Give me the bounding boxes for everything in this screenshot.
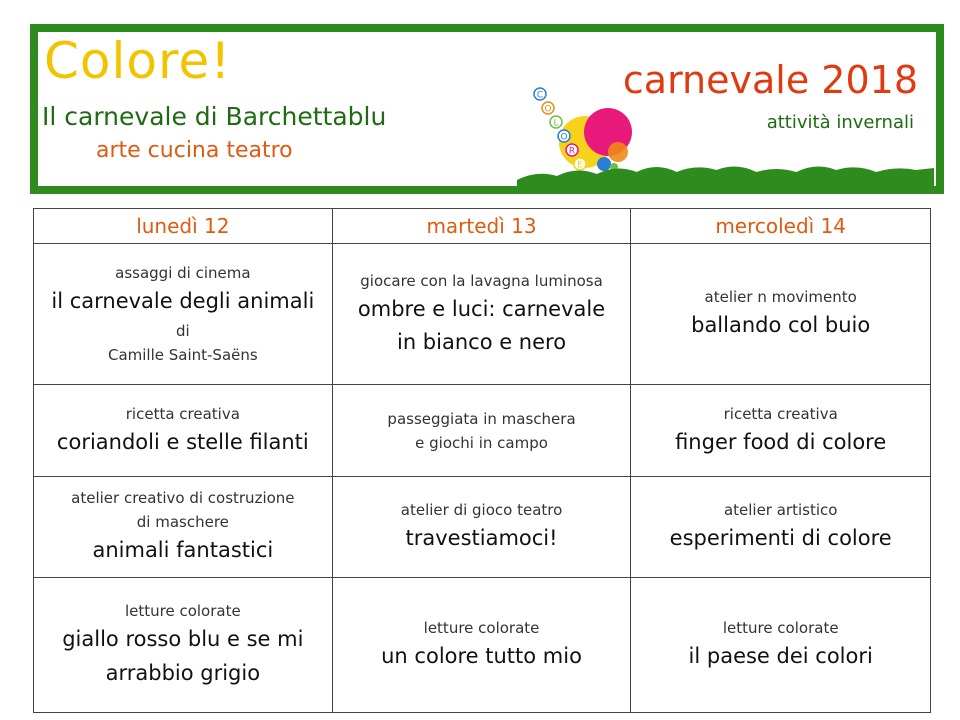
- activity-label: letture colorate: [722, 619, 839, 638]
- activity-label: passeggiata in maschera: [387, 409, 576, 428]
- activity-title: travestiamoci!: [405, 526, 558, 551]
- logo-letter: O: [544, 104, 552, 115]
- activity-title: il carnevale degli animali: [51, 289, 315, 314]
- logo-letter: C: [536, 90, 544, 101]
- activity-label: ricetta creativa: [125, 405, 240, 424]
- activity-cell: [332, 577, 631, 712]
- logo-letter: R: [568, 146, 576, 157]
- activity-title: ombre e luci: carnevale: [357, 296, 606, 321]
- activity-cell: [34, 244, 333, 385]
- activity-title: coriandoli e stelle filanti: [56, 430, 309, 455]
- day-header: martedì 13: [332, 209, 631, 244]
- activity-label: atelier di gioco teatro: [400, 501, 563, 520]
- activity-label: e giochi in campo: [415, 433, 548, 452]
- subtitle: Il carnevale di Barchettablu: [42, 102, 387, 131]
- activity-title: arrabbio grigio: [105, 660, 261, 685]
- activity-label: atelier n movimento: [704, 288, 857, 307]
- activity-cell: [34, 577, 333, 712]
- logo-letter: L: [553, 118, 559, 129]
- brand-title: Colore!: [44, 32, 232, 90]
- activity-label: assaggi di cinema: [115, 264, 251, 283]
- activity-cell: [332, 385, 631, 477]
- activity-cell: [631, 244, 931, 385]
- activity-title: ballando col buio: [691, 313, 871, 338]
- activity-title: giallo rosso blu e se mi: [62, 627, 304, 652]
- schedule-body: [34, 244, 931, 713]
- activity-cell: [34, 477, 333, 577]
- table-row: [34, 244, 931, 385]
- event-title: carnevale 2018: [622, 58, 918, 102]
- activity-label: Camille Saint-Saëns: [107, 345, 258, 364]
- activity-label: di maschere: [136, 513, 229, 532]
- activity-label: giocare con la lavagna luminosa: [360, 271, 603, 290]
- day-header: mercoledì 14: [631, 209, 931, 244]
- activity-label: di: [175, 321, 190, 340]
- activity-cell: [332, 244, 631, 385]
- activity-cell: [631, 577, 931, 712]
- table-row: [34, 385, 931, 477]
- activity-cell: [332, 477, 631, 577]
- tagline: arte cucina teatro: [96, 138, 293, 163]
- activity-label: atelier artistico: [723, 501, 838, 520]
- header-inner: [38, 32, 936, 186]
- activity-cell: [631, 477, 931, 577]
- activity-title: in bianco e nero: [396, 330, 567, 355]
- event-subtitle: attività invernali: [766, 112, 914, 133]
- schedule-table: [33, 208, 931, 713]
- table-row: [34, 577, 931, 712]
- logo-letter: O: [560, 132, 568, 143]
- activity-title: esperimenti di colore: [669, 526, 892, 551]
- activity-title: finger food di colore: [675, 430, 887, 455]
- activity-cell: [631, 385, 931, 477]
- activity-label: letture colorate: [423, 619, 540, 638]
- activity-label: atelier creativo di costruzione: [71, 489, 295, 508]
- activity-cell: [34, 385, 333, 477]
- activity-title: animali fantastici: [92, 538, 274, 563]
- day-header: lunedì 12: [34, 209, 333, 244]
- header-banner: [30, 24, 944, 194]
- activity-title: un colore tutto mio: [381, 644, 582, 669]
- table-row: [34, 477, 931, 577]
- activity-label: letture colorate: [124, 602, 241, 621]
- logo-letter: E: [577, 160, 583, 171]
- grass-decoration-icon: [38, 160, 936, 186]
- activity-label: ricetta creativa: [723, 405, 838, 424]
- table-header-row: [34, 209, 931, 244]
- activity-title: il paese dei colori: [688, 644, 873, 669]
